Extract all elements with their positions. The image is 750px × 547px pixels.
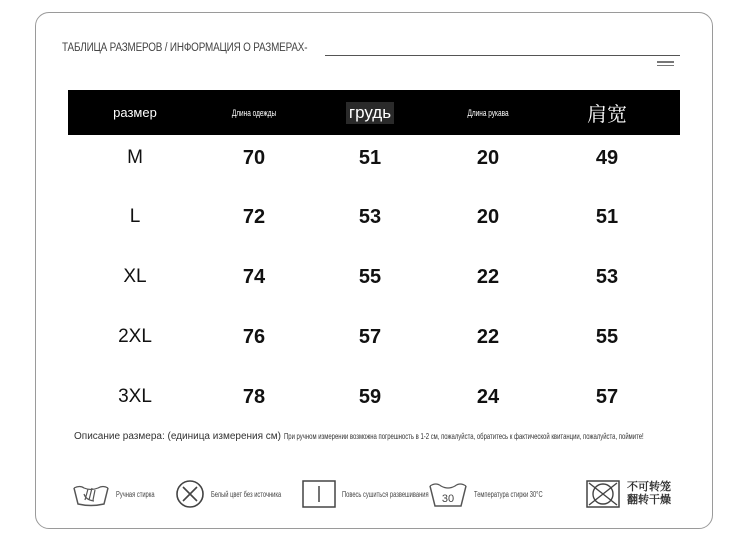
care-wash-30 [428,474,569,514]
cell-sleeve: 20 [476,205,500,228]
cell-length: 76 [242,325,266,348]
size-note-lead: Описание размера: (единица измерения см) [74,431,282,442]
care-label: Температура стирки 30°C [474,489,543,499]
cell-length: 78 [242,385,266,408]
care-label: Белый цвет без источника [211,489,282,499]
cell-shoulder: 57 [595,385,619,408]
table-row [68,377,680,417]
column-header-chest [311,90,429,135]
cell-shoulder: 53 [595,265,619,288]
care-label-line1: 不可转笼 [627,481,671,493]
cell-shoulder: 49 [595,146,619,169]
no-bleach-icon [175,479,205,509]
cell-size: 3XL [118,386,152,407]
care-label: Повесь сушиться развешивания [342,489,429,499]
cell-chest: 55 [358,265,382,288]
cell-size: M [127,147,143,168]
cell-chest: 57 [358,325,382,348]
header-divider [325,55,680,56]
line-dry-icon [302,480,336,508]
cell-sleeve: 22 [476,265,500,288]
cell-length: 74 [242,265,266,288]
column-header-chest-label: грудь [346,102,394,124]
cell-chest: 53 [358,205,382,228]
cell-sleeve: 22 [476,325,500,348]
cell-size: XL [123,266,147,287]
cell-sleeve: 20 [476,146,500,169]
column-header-length: Длина одежды [231,107,277,118]
wash-30-icon [428,479,468,509]
care-label: Ручная стирка [116,489,155,499]
care-hand-wash [72,474,170,514]
table-row [68,317,680,357]
cell-sleeve: 24 [476,385,500,408]
care-no-tumble-dry [585,474,671,514]
cell-length: 70 [242,146,266,169]
care-label-line2: 翻转干燥 [627,494,671,506]
care-no-bleach [175,474,309,514]
care-label [627,481,671,507]
cell-size: 2XL [118,326,152,347]
wash-temp-value: 30 [441,493,455,505]
column-header-sleeve: Длина рукава [467,107,509,118]
size-note [74,431,686,442]
table-row [68,197,680,237]
table-row [68,138,680,178]
table-header [68,90,680,135]
column-header-size: размер [113,105,157,120]
size-note-detail: При ручном измерении возможна погрешность в 1-2 см, пожалуйста, обратитесь к фактической квитанции, пожалуйста, поймите! [283,431,644,441]
no-tumble-dry-icon [585,479,621,509]
cell-chest: 59 [358,385,382,408]
hand-wash-icon [72,480,110,508]
cell-shoulder: 55 [595,325,619,348]
menu-lines-icon [657,61,674,68]
size-chart-title: ТАБЛИЦА РАЗМЕРОВ / ИНФОРМАЦИЯ О РАЗМЕРАХ- [62,42,308,54]
cell-shoulder: 51 [595,205,619,228]
column-header-shoulder: 肩宽 [587,104,627,126]
cell-chest: 51 [358,146,382,169]
table-row [68,257,680,297]
cell-length: 72 [242,205,266,228]
cell-size: L [129,206,141,227]
